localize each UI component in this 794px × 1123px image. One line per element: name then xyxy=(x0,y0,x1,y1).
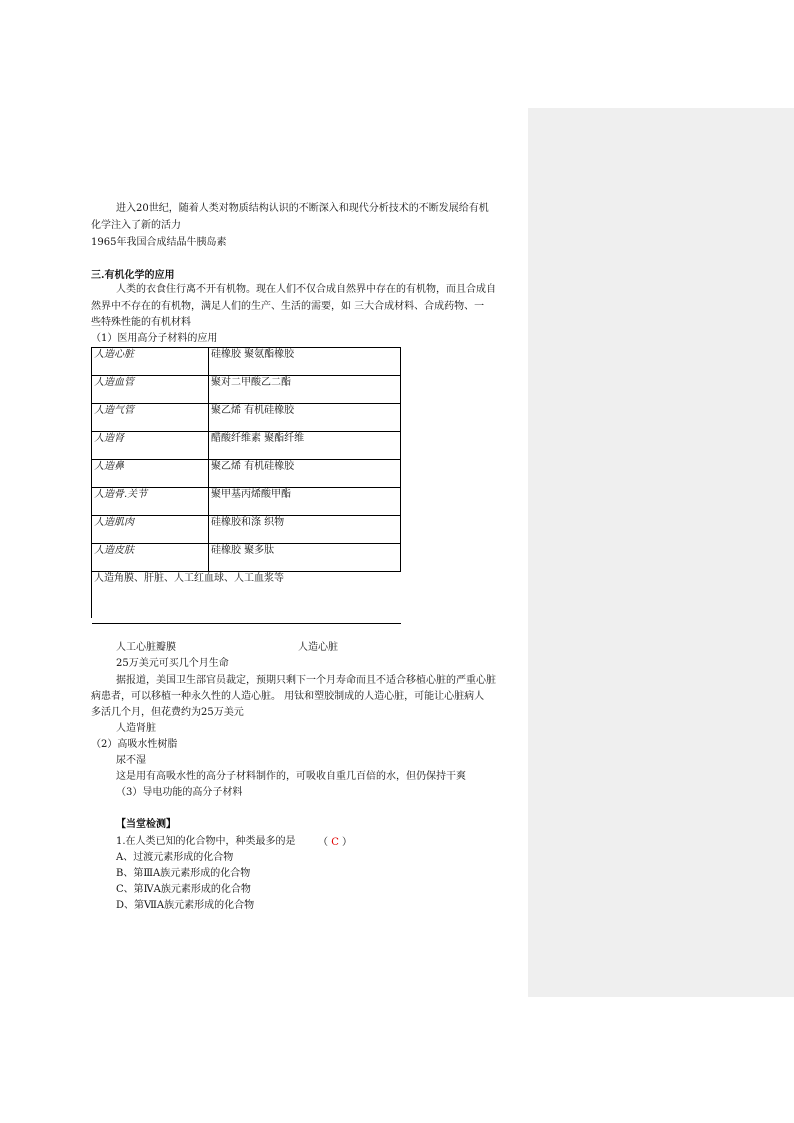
news-line-3: 多活几个月，但花费约为25万美元 xyxy=(91,707,244,718)
comment-pane xyxy=(528,108,794,997)
table-row xyxy=(92,516,401,544)
table-row xyxy=(92,376,401,404)
organ-cell: 人造皮肤 xyxy=(92,544,209,572)
subheading-absorbent: （2）高吸水性树脂 xyxy=(91,739,178,750)
quiz-answer xyxy=(318,836,352,850)
news-line-1: 据报道，美国卫生部官员裁定，预期只剩下一个月寿命而且不适合移植心脏的严重心脏 xyxy=(116,675,496,686)
material-cell: 醋酸纤维素 聚酯纤维 xyxy=(209,432,401,460)
material-cell: 聚甲基丙烯酸甲酯 xyxy=(209,488,401,516)
material-cell: 硅橡胶 聚氨酯橡胶 xyxy=(209,348,401,376)
table-footer-row xyxy=(92,572,401,619)
table-row xyxy=(92,488,401,516)
table-bottom-rule xyxy=(92,623,401,624)
table-row xyxy=(92,460,401,488)
section-para-line-3: 些特殊性能的有机材料 xyxy=(91,317,191,328)
artificial-kidney-label: 人造肾脏 xyxy=(116,723,156,734)
organ-cell: 人造心脏 xyxy=(92,348,209,376)
artificial-valve-label: 人工心脏瓣膜 xyxy=(116,642,176,653)
quiz-heading: 【当堂检测】 xyxy=(116,819,176,830)
intro-line-1: 进入20世纪，随着人类对物质结构认识的不断深入和现代分析技术的不断发展给有机 xyxy=(116,203,489,214)
section-heading: 三.有机化学的应用 xyxy=(91,270,175,281)
quiz-option-c: C、第ⅣA族元素形成的化合物 xyxy=(116,884,251,895)
medical-materials-table xyxy=(91,347,401,618)
organ-cell: 人造血管 xyxy=(92,376,209,404)
organ-cell: 人造骨.关节 xyxy=(92,488,209,516)
material-cell: 聚乙烯 有机硅橡胶 xyxy=(209,460,401,488)
answer-bracket-open: （ xyxy=(318,837,328,848)
table-row xyxy=(92,404,401,432)
organ-cell: 人造肾 xyxy=(92,432,209,460)
quiz-question: 1.在人类已知的化合物中，种类最多的是 xyxy=(116,836,296,847)
intro-line-2: 化学注入了新的活力 xyxy=(91,220,181,231)
material-cell: 聚乙烯 有机硅橡胶 xyxy=(209,404,401,432)
table-row xyxy=(92,544,401,572)
organ-cell: 人造气管 xyxy=(92,404,209,432)
table-footer-cell: 人造角膜、肝脏、人工红血球、人工血浆等 xyxy=(92,572,401,619)
section-para-line-2: 然界中不存在的有机物，满足人们的生产、生活的需要，如 三大合成材料、合成药物、一 xyxy=(91,301,485,312)
quiz-option-b: B、第ⅢA族元素形成的化合物 xyxy=(116,868,251,879)
news-line-2: 病患者，可以移植一种永久性的人造心脏。 用钛和塑胶制成的人造心脏，可能让心脏病人 xyxy=(91,691,485,702)
subheading-conductive: （3）导电功能的高分子材料 xyxy=(116,787,243,798)
quiz-option-a: A、过渡元素形成的化合物 xyxy=(116,852,234,863)
answer-bracket-close: ） xyxy=(342,837,353,848)
organ-cell: 人造肌肉 xyxy=(92,516,209,544)
diaper-description: 这是用有高吸水性的高分子材料制作的，可吸收自重几百倍的水，但仍保持干爽 xyxy=(116,771,466,782)
quiz-option-d: D、第ⅦA族元素形成的化合物 xyxy=(116,900,255,911)
subheading-medical: （1）医用高分子材料的应用 xyxy=(91,333,218,344)
intro-line-3: 1965年我国合成结晶牛胰岛素 xyxy=(91,237,227,248)
diaper-label: 尿不湿 xyxy=(116,755,146,766)
table-row xyxy=(92,348,401,376)
price-line: 25万美元可买几个月生命 xyxy=(116,658,229,669)
artificial-heart-label: 人造心脏 xyxy=(298,642,338,653)
organ-cell: 人造鼻 xyxy=(92,460,209,488)
answer-letter: C xyxy=(331,837,339,848)
section-para-line-1: 人类的衣食住行离不开有机物。现在人们不仅合成自然界中存在的有机物，而且合成自 xyxy=(116,284,496,295)
material-cell: 硅橡胶 聚多肽 xyxy=(209,544,401,572)
material-cell: 聚对二甲酸乙二酯 xyxy=(209,376,401,404)
table-row xyxy=(92,432,401,460)
material-cell: 硅橡胶和涤 织物 xyxy=(209,516,401,544)
